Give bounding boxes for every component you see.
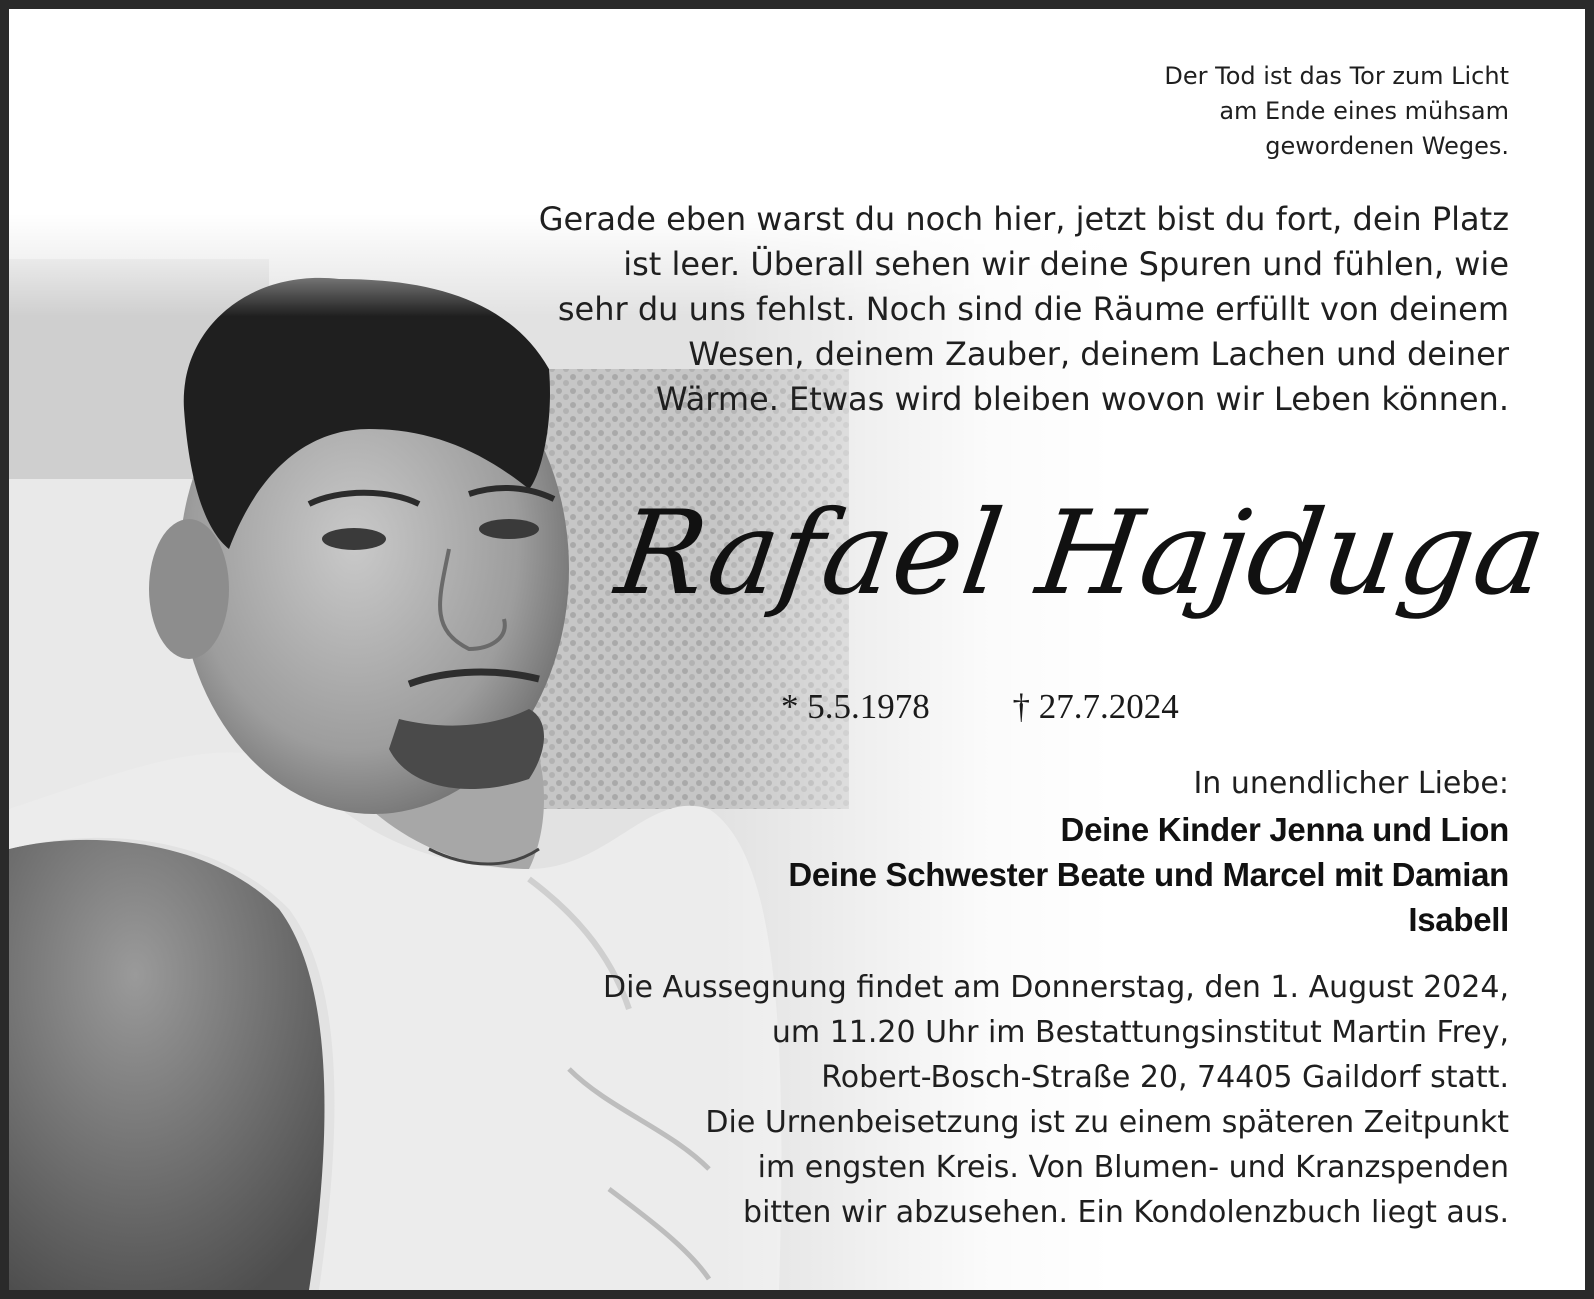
poem-line: sehr du uns fehlst. Noch sind die Räume erfüllt von deinem <box>557 290 1509 328</box>
death-date: † 27.7.2024 <box>1012 687 1179 726</box>
mourner-line: Deine Schwester Beate und Marcel mit Damian <box>788 856 1509 893</box>
funeral-notice <box>603 965 1509 1235</box>
mourner-line: Isabell <box>1408 901 1509 938</box>
mourners-intro: In unendlicher Liebe: <box>1193 766 1509 801</box>
notice-line: im engsten Kreis. Von Blumen- und Kranzspenden <box>757 1150 1509 1185</box>
mourners-block <box>788 761 1509 942</box>
poem-line: Gerade eben warst du noch hier, jetzt bist du fort, dein Platz <box>538 200 1509 238</box>
motto-quote <box>1164 59 1509 164</box>
notice-line: Robert-Bosch-Straße 20, 74405 Gaildorf statt. <box>821 1060 1509 1095</box>
mourner-line: Deine Kinder Jenna und Lion <box>1060 811 1509 848</box>
motto-line: gewordenen Weges. <box>1265 132 1509 160</box>
poem-line: ist leer. Überall sehen wir deine Spuren und fühlen, wie <box>623 245 1509 283</box>
deceased-name: Rafael Hajduga <box>609 486 1556 621</box>
notice-line: bitten wir abzusehen. Ein Kondolenzbuch liegt aus. <box>743 1195 1509 1230</box>
motto-line: am Ende eines mühsam <box>1219 97 1509 125</box>
notice-line: um 11.20 Uhr im Bestattungsinstitut Martin Frey, <box>771 1015 1509 1050</box>
notice-line: Die Aussegnung findet am Donnerstag, den 1. August 2024, <box>603 970 1509 1005</box>
poem-line: Wesen, deinem Zauber, deinem Lachen und deiner <box>688 335 1509 373</box>
motto-line: Der Tod ist das Tor zum Licht <box>1164 62 1509 90</box>
birth-date: * 5.5.1978 <box>781 687 930 726</box>
life-dates <box>781 685 1179 729</box>
poem-text <box>539 197 1509 422</box>
poem-line: Wärme. Etwas wird bleiben wovon wir Leben können. <box>656 380 1509 418</box>
notice-line: Die Urnenbeisetzung ist zu einem späteren Zeitpunkt <box>705 1105 1509 1140</box>
